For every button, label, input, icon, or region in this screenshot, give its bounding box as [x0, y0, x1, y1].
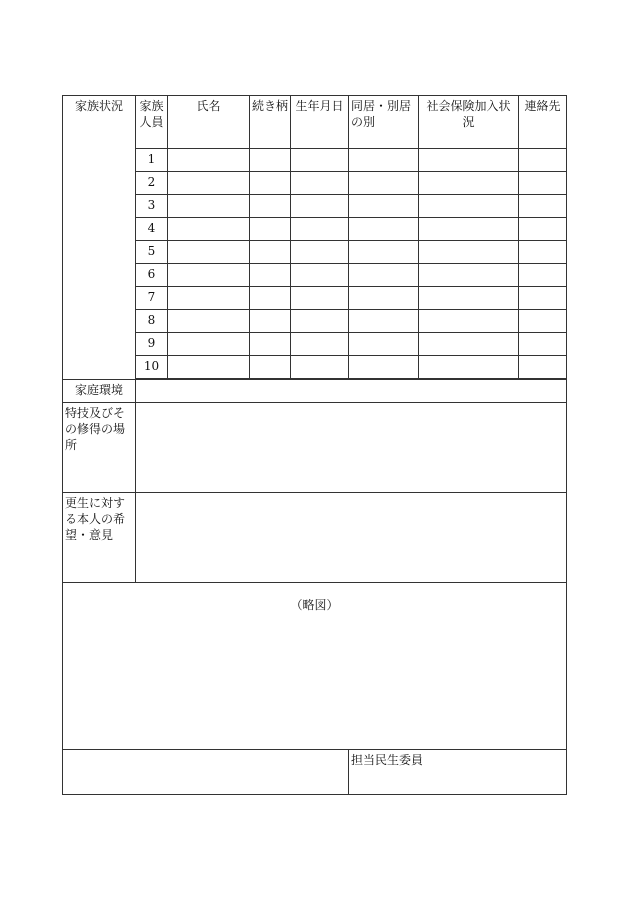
- map-area[interactable]: （略図）: [63, 583, 567, 750]
- relation-cell[interactable]: [250, 356, 291, 379]
- relation-cell[interactable]: [250, 333, 291, 356]
- relation-cell[interactable]: [250, 195, 291, 218]
- contact-cell[interactable]: [519, 333, 567, 356]
- relation-cell[interactable]: [250, 241, 291, 264]
- birthdate-cell[interactable]: [291, 218, 349, 241]
- row-number: 5: [136, 241, 168, 264]
- name-cell[interactable]: [168, 241, 250, 264]
- name-cell[interactable]: [168, 310, 250, 333]
- row-number: 9: [136, 333, 168, 356]
- cohabit-header: 同居・別居の別: [349, 96, 419, 149]
- cohabit-cell[interactable]: [349, 333, 419, 356]
- contact-cell[interactable]: [519, 149, 567, 172]
- family-status-form: [62, 95, 567, 795]
- relation-cell[interactable]: [250, 310, 291, 333]
- name-cell[interactable]: [168, 287, 250, 310]
- name-header: 氏名: [168, 96, 250, 149]
- contact-cell[interactable]: [519, 195, 567, 218]
- contact-cell[interactable]: [519, 264, 567, 287]
- insurance-cell[interactable]: [419, 149, 519, 172]
- row-number: 3: [136, 195, 168, 218]
- name-cell[interactable]: [168, 356, 250, 379]
- name-cell[interactable]: [168, 264, 250, 287]
- birthdate-cell[interactable]: [291, 195, 349, 218]
- signature-left-field[interactable]: [63, 750, 349, 795]
- relation-cell[interactable]: [250, 287, 291, 310]
- cohabit-cell[interactable]: [349, 241, 419, 264]
- name-cell[interactable]: [168, 172, 250, 195]
- family-row: [63, 356, 567, 379]
- signature-row: [63, 750, 567, 795]
- name-cell[interactable]: [168, 195, 250, 218]
- skills-field[interactable]: [136, 403, 567, 493]
- row-number: 10: [136, 356, 168, 379]
- contact-cell[interactable]: [519, 218, 567, 241]
- birthdate-cell[interactable]: [291, 356, 349, 379]
- family-status-label: 家族状況: [63, 96, 136, 380]
- insurance-cell[interactable]: [419, 356, 519, 379]
- birthdate-cell[interactable]: [291, 310, 349, 333]
- insurance-cell[interactable]: [419, 218, 519, 241]
- family-row: [63, 310, 567, 333]
- row-number: 1: [136, 149, 168, 172]
- relation-cell[interactable]: [250, 218, 291, 241]
- row-number: 7: [136, 287, 168, 310]
- birthdate-cell[interactable]: [291, 264, 349, 287]
- family-row: [63, 333, 567, 356]
- family-row: [63, 241, 567, 264]
- row-number: 4: [136, 218, 168, 241]
- insurance-cell[interactable]: [419, 264, 519, 287]
- row-number: 6: [136, 264, 168, 287]
- commissioner-field[interactable]: 担当民生委員: [349, 750, 567, 795]
- contact-cell[interactable]: [519, 241, 567, 264]
- cohabit-cell[interactable]: [349, 195, 419, 218]
- insurance-cell[interactable]: [419, 333, 519, 356]
- family-row: [63, 195, 567, 218]
- insurance-cell[interactable]: [419, 287, 519, 310]
- insurance-cell[interactable]: [419, 310, 519, 333]
- family-row: [63, 218, 567, 241]
- family-row: [63, 149, 567, 172]
- contact-header: 連絡先: [519, 96, 567, 149]
- birthdate-header: 生年月日: [291, 96, 349, 149]
- family-row: [63, 172, 567, 195]
- name-cell[interactable]: [168, 218, 250, 241]
- cohabit-cell[interactable]: [349, 310, 419, 333]
- cohabit-cell[interactable]: [349, 149, 419, 172]
- family-row: [63, 287, 567, 310]
- birthdate-cell[interactable]: [291, 287, 349, 310]
- skills-label: 特技及びその修得の場所: [63, 403, 136, 493]
- cohabit-cell[interactable]: [349, 356, 419, 379]
- name-cell[interactable]: [168, 149, 250, 172]
- insurance-cell[interactable]: [419, 195, 519, 218]
- birthdate-cell[interactable]: [291, 172, 349, 195]
- wishes-field[interactable]: [136, 493, 567, 583]
- insurance-header: 社会保険加入状況: [419, 96, 519, 149]
- row-number: 2: [136, 172, 168, 195]
- cohabit-cell[interactable]: [349, 218, 419, 241]
- relation-cell[interactable]: [250, 264, 291, 287]
- family-row: [63, 264, 567, 287]
- relation-cell[interactable]: [250, 172, 291, 195]
- relation-header: 続き柄: [250, 96, 291, 149]
- header-row: [63, 96, 567, 149]
- cohabit-cell[interactable]: [349, 264, 419, 287]
- home-env-label: 家庭環境: [63, 380, 136, 403]
- map-row: [63, 583, 567, 750]
- home-env-field[interactable]: [136, 380, 567, 403]
- row-number: 8: [136, 310, 168, 333]
- birthdate-cell[interactable]: [291, 241, 349, 264]
- contact-cell[interactable]: [519, 356, 567, 379]
- family-members-header: 家族 人員: [136, 96, 168, 149]
- cohabit-cell[interactable]: [349, 172, 419, 195]
- contact-cell[interactable]: [519, 310, 567, 333]
- cohabit-cell[interactable]: [349, 287, 419, 310]
- name-cell[interactable]: [168, 333, 250, 356]
- insurance-cell[interactable]: [419, 172, 519, 195]
- birthdate-cell[interactable]: [291, 333, 349, 356]
- skills-row: [63, 403, 567, 493]
- relation-cell[interactable]: [250, 149, 291, 172]
- home-env-row: [63, 380, 567, 403]
- wishes-row: [63, 493, 567, 583]
- insurance-cell[interactable]: [419, 241, 519, 264]
- contact-cell[interactable]: [519, 172, 567, 195]
- birthdate-cell[interactable]: [291, 149, 349, 172]
- wishes-label: 更生に対する本人の希望・意見: [63, 493, 136, 583]
- contact-cell[interactable]: [519, 287, 567, 310]
